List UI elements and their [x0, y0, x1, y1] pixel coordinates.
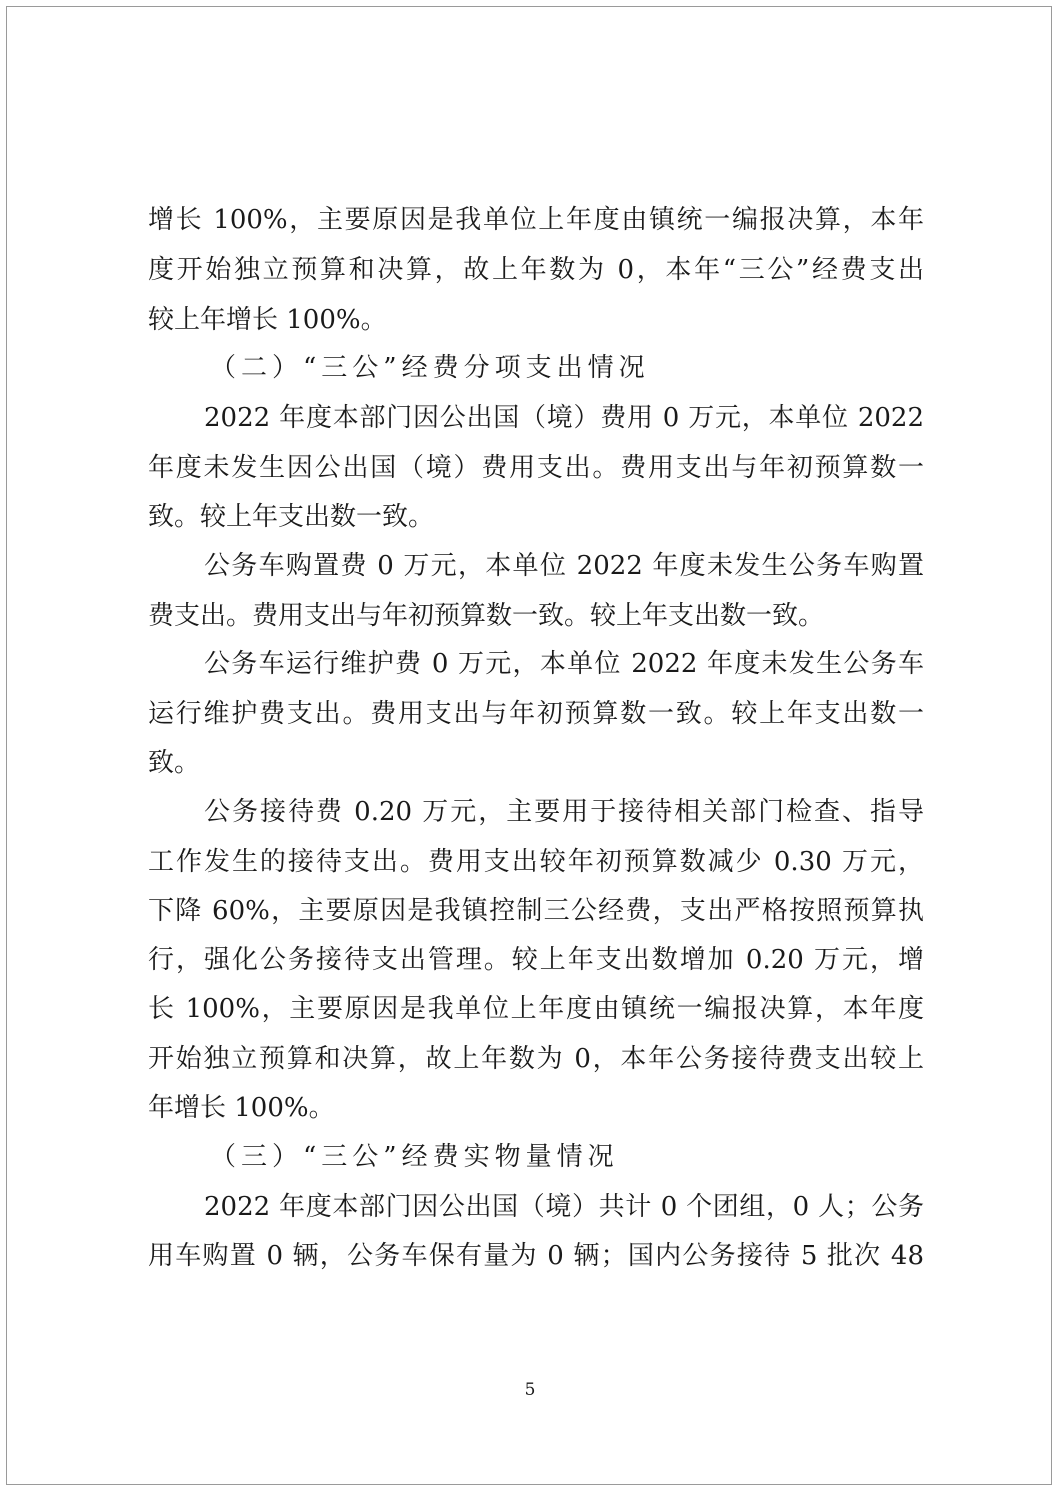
- text-line: 年度未发生因公出国（境）费用支出。费用支出与年初预算数一: [148, 453, 924, 483]
- text-line: 致。: [148, 748, 201, 778]
- text-line: 年增长 100%。: [148, 1093, 335, 1123]
- text-line: 运行维护费支出。费用支出与年初预算数一致。较上年支出数一: [148, 699, 924, 729]
- text-line: 公务车运行维护费 0 万元，本单位 2022 年度未发生公务车: [204, 649, 924, 679]
- text-line: 增长 100%，主要原因是我单位上年度由镇统一编报决算，本年: [148, 205, 924, 235]
- text-line: 费支出。费用支出与年初预算数一致。较上年支出数一致。: [148, 601, 825, 631]
- text-line: 下降 60%，主要原因是我镇控制三公经费，支出严格按照预算执: [148, 896, 924, 926]
- text-line: 用车购置 0 辆，公务车保有量为 0 辆；国内公务接待 5 批次 48: [148, 1241, 924, 1271]
- text-line: 度开始独立预算和决算，故上年数为 0，本年“三公”经费支出: [148, 255, 924, 285]
- section-heading: （二）“三公”经费分项支出情况: [210, 353, 650, 383]
- text-line: 较上年增长 100%。: [148, 305, 387, 335]
- text-line: 2022 年度本部门因公出国（境）费用 0 万元，本单位 2022: [204, 403, 924, 433]
- text-line: 工作发生的接待支出。费用支出较年初预算数减少 0.30 万元，: [148, 847, 924, 877]
- text-line: 行，强化公务接待支出管理。较上年支出数增加 0.20 万元，增: [148, 945, 924, 975]
- text-line: 公务接待费 0.20 万元，主要用于接待相关部门检查、指导: [204, 797, 924, 827]
- page-number: 5: [524, 1380, 536, 1400]
- text-line: 公务车购置费 0 万元，本单位 2022 年度未发生公务车购置: [204, 551, 924, 581]
- section-heading: （三）“三公”经费实物量情况: [210, 1142, 619, 1172]
- text-line: 开始独立预算和决算，故上年数为 0，本年公务接待费支出较上: [148, 1044, 924, 1074]
- text-line: 2022 年度本部门因公出国（境）共计 0 个团组，0 人；公务: [204, 1192, 924, 1222]
- text-line: 长 100%，主要原因是我单位上年度由镇统一编报决算，本年度: [148, 994, 924, 1024]
- text-line: 致。较上年支出数一致。: [148, 502, 435, 532]
